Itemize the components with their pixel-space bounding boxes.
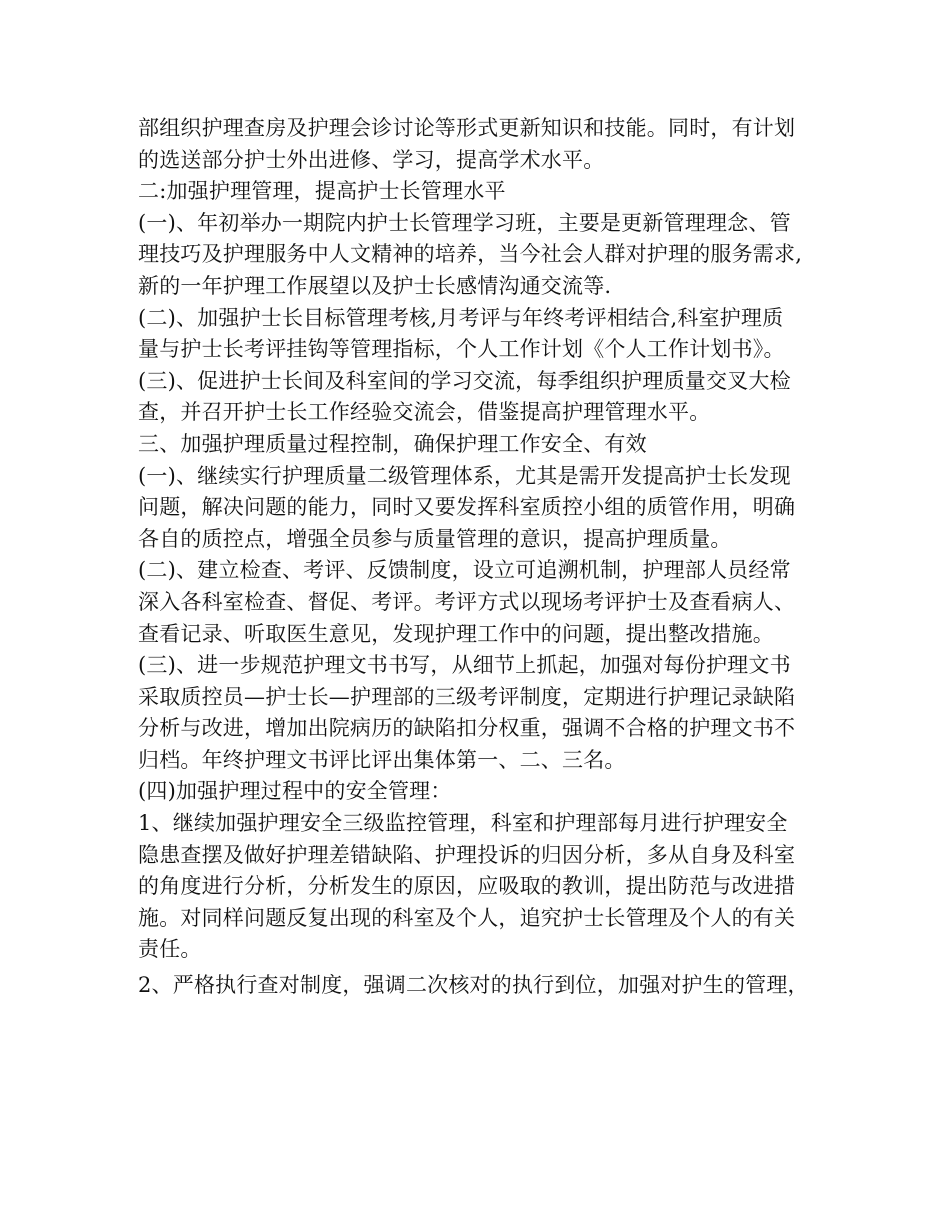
text-line: 各自的质控点，增强全员参与质量管理的意识，提高护理质量。 <box>138 526 732 551</box>
text-line: 问题，解决问题的能力，同时又要发挥科室质控小组的质管作用，明确 <box>138 495 796 520</box>
text-line: 归档。年终护理文书评比评出集体第一、二、三名。 <box>138 747 626 772</box>
subsection-heading: (四)加强护理过程中的安全管理： <box>138 779 452 804</box>
text-line: 责任。 <box>138 937 202 962</box>
text-line: 1、继续加强护理安全三级监控管理，科室和护理部每月进行护理安全 <box>138 811 788 836</box>
text-line: 新的一年护理工作展望以及护士长感情沟通交流等. <box>138 273 612 298</box>
text-line: 采取质控员—护士长—护理部的三级考评制度，定期进行护理记录缺陷 <box>138 684 796 709</box>
text-line: 的角度进行分析，分析发生的原因，应吸取的教训，提出防范与改进措 <box>138 874 796 899</box>
text-line: 2、严格执行查对制度，强调二次核对的执行到位，加强对护生的管理， <box>138 973 809 998</box>
text-line: 隐患查摆及做好护理差错缺陷、护理投诉的归因分析，多从自身及科室 <box>138 842 796 867</box>
section-heading: 三、加强护理质量过程控制，确保护理工作安全、有效 <box>138 431 647 456</box>
text-line: (二)、建立检查、考评、反馈制度，设立可追溯机制，护理部人员经常 <box>138 558 791 583</box>
section-heading: 二:加强护理管理，提高护士长管理水平 <box>138 179 506 204</box>
text-line: (三)、促进护士长间及科室间的学习交流，每季组织护理质量交叉大检 <box>138 368 791 393</box>
text-line: 查，并召开护士长工作经验交流会，借鉴提高护理管理水平。 <box>138 400 711 425</box>
text-line: 分析与改进，增加出院病历的缺陷扣分权重，强调不合格的护理文书不 <box>138 716 796 741</box>
text-line: (三)、进一步规范护理文书书写，从细节上抓起，加强对每份护理文书 <box>138 653 791 678</box>
document-body <box>138 113 828 1002</box>
text-line: 深入各科室检查、督促、考评。考评方式以现场考评护士及查看病人、 <box>138 589 796 614</box>
text-line: 查看记录、听取医生意见，发现护理工作中的问题，提出整改措施。 <box>138 621 774 646</box>
text-line: 理技巧及护理服务中人文精神的培养，当今社会人群对护理的服务需求, <box>138 242 803 267</box>
text-line: 施。对同样问题反复出现的科室及个人，追究护士长管理及个人的有关 <box>138 905 796 930</box>
text-line: 量与护士长考评挂钩等管理指标，个人工作计划《个人工作计划书》。 <box>138 337 785 362</box>
text-line: (二)、加强护士长目标管理考核,月考评与年终考评相结合,科室护理质 <box>138 305 784 330</box>
text-line: (一)、继续实行护理质量二级管理体系，尤其是需开发提高护士长发现 <box>138 463 791 488</box>
text-line: 的选送部分护士外出进修、学习，提高学术水平。 <box>138 147 605 172</box>
text-line: (一)、年初举办一期院内护士长管理学习班，主要是更新管理理念、管 <box>138 210 791 235</box>
text-line: 部组织护理查房及护理会诊讨论等形式更新知识和技能。同时，有计划 <box>138 116 796 140</box>
